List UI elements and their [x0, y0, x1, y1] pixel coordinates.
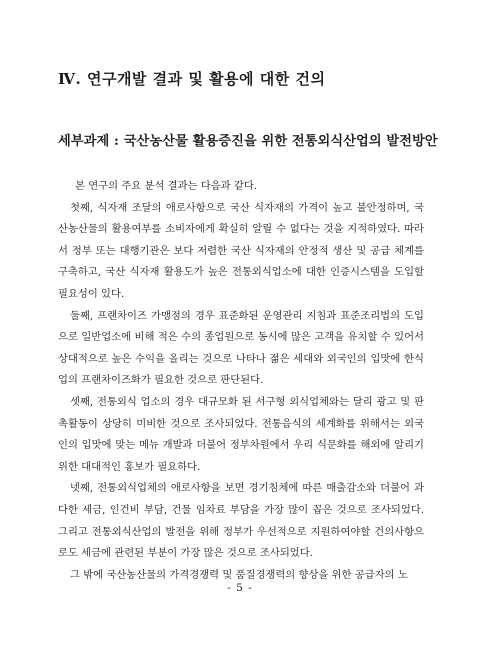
paragraph-second-finding: 둘째, 프랜차이즈 가맹점의 경우 표준화된 운영관리 지침과 표준조리법의 도입으로 일반업소에 비해 적은 수의 종업원으로 동시에 많은 고객을 유치할 수 있어서 상대적으로 높은 수익을 올리는 것으로 나타나 젊은 세대와 외국인의 입맛에 한식업의 프랜차이즈화가 필요한 것으로 판단된다.: [58, 309, 424, 387]
section-title: 세부과제 : 국산농산물 활용증진을 위한 전통외식산업의 발전방안: [58, 134, 438, 149]
page-number: - 5 -: [227, 582, 253, 594]
paragraph-intro: 본 연구의 주요 분석 결과는 다음과 같다.: [75, 180, 258, 192]
body-text: [58, 176, 424, 586]
chapter-title: Ⅳ. 연구개발 결과 및 활용에 대한 건의: [58, 70, 326, 88]
paragraph-other: 그 밖에 국산농산물의 가격경쟁력 및 품질경쟁력의 향상을 위한 공급자의 노: [70, 568, 408, 581]
paragraph-third-finding: 셋째, 전통외식 업소의 경우 대규모화 된 서구형 외식업체와는 달리 광고 및 판촉활동이 상당히 미비한 것으로 조사되었다. 전통음식의 세계화를 위해서는 외국인의 입맛에 맞는 메뉴 개발과 더불어 정부차원에서 우리 식문화를 해외에 알리기 위한 대대적인 홍보가 필요하다.: [58, 395, 424, 473]
paragraph-first-finding: 첫째, 식자재 조달의 애로사항으로 국산 식자재의 가격이 높고 불안정하며, 국산농산물의 활용여부를 소비자에게 확실히 알릴 수 없다는 것을 지적하였다. 따라서 정부 또는 대행기관은 보다 저렴한 국산 식자재의 안정적 생산 및 공급 체계를 구축하고, 국산 식자재 활용도가 높은 전통외식업소에 대한 인증시스템을 도입할 필요성이 있다.: [58, 201, 424, 300]
paragraph-fourth-finding: 넷째, 전통외식업체의 애로사항을 보면 경기침체에 따른 매출감소와 더불어 과다한 세금, 인건비 부담, 건물 임차료 부담을 가장 많이 꼽은 것으로 조사되었다. 그리고 전통외식산업의 발전을 위해 정부가 우선적으로 지원하여야할 건의사항으로도 세금에 관련된 부분이 가장 많은 것으로 조사되었다.: [58, 482, 424, 560]
